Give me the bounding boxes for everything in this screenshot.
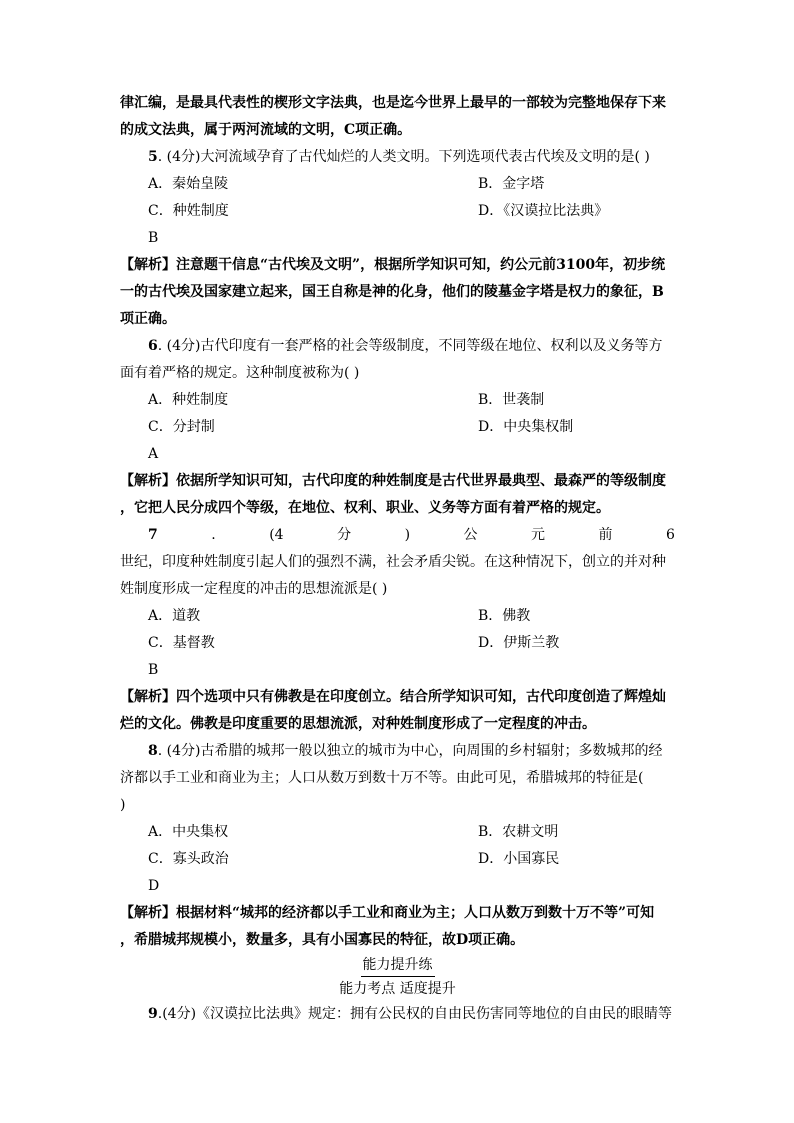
question-8-number: 8	[148, 743, 158, 759]
question-6-analysis-2: ，它把人民分成四个等级，在地位、权利、职业、义务等方面有着严格的规定。	[120, 500, 610, 516]
question-6-text-1: . (4分)古代印度有一套严格的社会等级制度，不同等级在地位、权利以及义务等方	[157, 338, 663, 354]
question-7-option-d: D．伊斯兰教	[478, 635, 560, 651]
question-6-analysis-1: 【解析】依据所学知识可知，古代印度的种姓制度是古代世界最典型、最森严的等级制度	[120, 473, 666, 489]
question-7-analysis-1: 【解析】四个选项中只有佛教是在印度创立。结合所学知识可知，古代印度创造了辉煌灿	[120, 689, 666, 705]
document-page	[120, 90, 675, 1028]
question-5-option-c: C．种姓制度	[148, 203, 229, 219]
question-5-analysis-2: 一的古代埃及国家建立起来，国王自称是神的化身，他们的陵墓金字塔是权力的象征，B	[120, 284, 664, 300]
question-5-option-b: B．金字塔	[478, 176, 545, 192]
question-8-option-b: B．农耕文明	[478, 824, 559, 840]
question-6-answer: A	[148, 446, 159, 462]
question-8-option-a: A．中央集权	[148, 824, 229, 840]
question-7-token-yuan: 元	[531, 527, 546, 543]
question-8-options-row-1	[120, 819, 675, 846]
question-7-options-row-1	[120, 603, 675, 630]
question-5-number: 5	[148, 149, 158, 165]
question-5-analysis-1: 【解析】注意题干信息“古代埃及文明”，根据所学知识可知，约公元前3100年，初步统	[120, 257, 666, 273]
question-7-text-1: 世纪，印度种姓制度引起人们的强烈不满，社会矛盾尖锐。在这种情况下，创立的并对种	[120, 554, 666, 570]
question-6-option-d: D．中央集权制	[478, 419, 574, 435]
question-5-options-row-1	[120, 171, 675, 198]
question-7-token-six: 6	[666, 527, 675, 543]
question-9-text: .(4分)《汉谟拉比法典》规定：拥有公民权的自由民伤害同等地位的自由民的眼睛等	[157, 1006, 673, 1022]
question-6-option-a: A．种姓制度	[148, 392, 229, 408]
question-9-number: 9	[148, 1006, 158, 1022]
question-7-option-a: A．道教	[148, 608, 201, 624]
question-6	[120, 333, 675, 360]
question-6-option-c: C．分封制	[148, 419, 215, 435]
question-5-analysis-3: 项正确。	[120, 311, 176, 327]
question-7-answer: B	[148, 662, 159, 678]
question-7-option-b: B．佛教	[478, 608, 531, 624]
intro-line-2: 的成文法典，属于两河流域的文明，C项正确。	[120, 122, 412, 138]
question-8-option-d: D．小国寡民	[478, 851, 560, 867]
question-9	[120, 1001, 675, 1028]
question-8-options-row-2	[120, 846, 675, 873]
question-8-text-1: . (4分)古希腊的城邦一般以独立的城市为中心，向周围的乡村辐射；多数城邦的经	[157, 743, 663, 759]
question-5	[120, 144, 675, 171]
section-title-wrap	[120, 954, 675, 977]
question-8-analysis-2: ，希腊城邦规模小，数量多，具有小国寡民的特征，故D项正确。	[120, 932, 525, 948]
question-5-text: . (4分)大河流域孕育了古代灿烂的人类文明。下列选项代表古代埃及文明的是( )	[157, 149, 650, 165]
question-7-token-dot: .	[211, 527, 216, 543]
question-6-options-row-1	[120, 387, 675, 414]
intro-line-1: 律汇编，是最具代表性的楔形文字法典，也是迄今世界上最早的一部较为完整地保存下来	[120, 95, 666, 111]
question-8-text-3: )	[120, 797, 126, 813]
question-8-text-2: 济都以手工业和商业为主；人口从数万到数十万不等。由此可见，希腊城邦的特征是(	[120, 770, 644, 786]
question-7-token-gong: 公	[463, 527, 478, 543]
question-8-analysis-1: 【解析】根据材料“城邦的经济都以手工业和商业为主；人口从数万到数十万不等”可知	[120, 905, 655, 921]
question-5-option-a: A．秦始皇陵	[148, 176, 229, 192]
question-6-options-row-2	[120, 414, 675, 441]
question-7-analysis-2: 烂的文化。佛教是印度重要的思想流派，对种姓制度形成了一定程度的冲击。	[120, 716, 596, 732]
section-subtitle: 能力考点 适度提升	[339, 981, 456, 997]
question-6-option-b: B．世袭制	[478, 392, 545, 408]
section-title: 能力提升练	[361, 954, 435, 977]
question-8-answer: D	[148, 878, 160, 894]
question-5-answer: B	[148, 230, 159, 246]
question-7-token-fen: 分	[337, 527, 352, 543]
question-7-number: 7	[148, 527, 158, 543]
question-6-text-2: 面有着严格的规定。这种制度被称为( )	[120, 365, 360, 381]
question-7-option-c: C．基督教	[148, 635, 215, 651]
question-6-number: 6	[148, 338, 158, 354]
question-7-text-2: 姓制度形成一定程度的冲击的思想流派是( )	[120, 581, 388, 597]
question-5-option-d: D．《汉谟拉比法典》	[478, 203, 609, 219]
question-7-token-qian: 前	[598, 527, 613, 543]
question-7-first-line	[120, 522, 675, 549]
question-8	[120, 738, 675, 765]
question-5-options-row-2	[120, 198, 675, 225]
question-8-option-c: C．寡头政治	[148, 851, 229, 867]
question-7-token-paren: (4	[269, 527, 284, 543]
question-7-options-row-2	[120, 630, 675, 657]
question-7-token-close: )	[404, 527, 411, 543]
